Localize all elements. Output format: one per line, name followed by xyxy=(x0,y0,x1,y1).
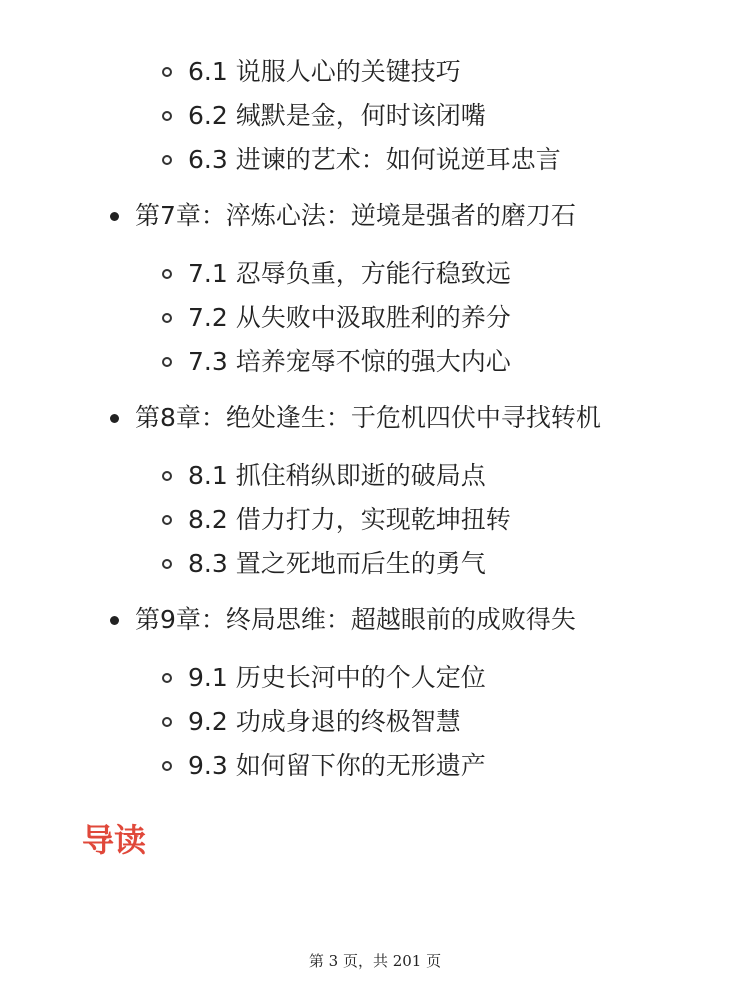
toc-item-text: 7.3 培养宠辱不惊的强大内心 xyxy=(188,347,511,376)
toc-item-text: 8.1 抓住稍纵即逝的破局点 xyxy=(188,461,486,490)
section-heading: 导读 xyxy=(82,821,147,859)
toc-item-text: 9.3 如何留下你的无形遗产 xyxy=(188,751,486,780)
hollow-bullet-icon xyxy=(162,761,172,771)
toc-item-8-1[interactable] xyxy=(162,459,486,493)
toc-item-9-2[interactable] xyxy=(162,705,461,739)
hollow-bullet-icon xyxy=(162,357,172,367)
solid-bullet-icon xyxy=(110,414,119,423)
toc-chapter-text: 第8章：绝处逢生：于危机四伏中寻找转机 xyxy=(135,403,601,432)
hollow-bullet-icon xyxy=(162,717,172,727)
toc-item-text: 9.1 历史长河中的个人定位 xyxy=(188,663,486,692)
toc-chapter-8[interactable] xyxy=(110,401,601,435)
hollow-bullet-icon xyxy=(162,111,172,121)
toc-item-7-1[interactable] xyxy=(162,257,511,291)
toc-item-text: 8.2 借力打力，实现乾坤扭转 xyxy=(188,505,511,534)
hollow-bullet-icon xyxy=(162,313,172,323)
toc-item-6-1[interactable] xyxy=(162,55,461,89)
hollow-bullet-icon xyxy=(162,471,172,481)
toc-item-9-3[interactable] xyxy=(162,749,486,783)
solid-bullet-icon xyxy=(110,212,119,221)
toc-item-text: 6.3 进谏的艺术：如何说逆耳忠言 xyxy=(188,145,561,174)
hollow-bullet-icon xyxy=(162,155,172,165)
toc-item-text: 7.2 从失败中汲取胜利的养分 xyxy=(188,303,511,332)
hollow-bullet-icon xyxy=(162,559,172,569)
toc-item-8-3[interactable] xyxy=(162,547,486,581)
toc-chapter-9[interactable] xyxy=(110,603,576,637)
hollow-bullet-icon xyxy=(162,269,172,279)
toc-chapter-text: 第7章：淬炼心法：逆境是强者的磨刀石 xyxy=(135,201,576,230)
toc-item-text: 7.1 忍辱负重，方能行稳致远 xyxy=(188,259,511,288)
page-footer: 第 3 页，共 201 页 xyxy=(308,952,442,970)
toc-item-text: 9.2 功成身退的终极智慧 xyxy=(188,707,461,736)
solid-bullet-icon xyxy=(110,616,119,625)
hollow-bullet-icon xyxy=(162,67,172,77)
toc-item-text: 6.2 缄默是金，何时该闭嘴 xyxy=(188,101,486,130)
toc-chapter-7[interactable] xyxy=(110,199,576,233)
toc-item-8-2[interactable] xyxy=(162,503,511,537)
toc-chapter-text: 第9章：终局思维：超越眼前的成败得失 xyxy=(135,605,576,634)
toc-item-7-2[interactable] xyxy=(162,301,511,335)
toc-item-text: 6.1 说服人心的关键技巧 xyxy=(188,57,461,86)
toc-item-6-3[interactable] xyxy=(162,143,561,177)
toc-item-9-1[interactable] xyxy=(162,661,486,695)
toc-item-7-3[interactable] xyxy=(162,345,511,379)
toc-item-text: 8.3 置之死地而后生的勇气 xyxy=(188,549,486,578)
toc-item-6-2[interactable] xyxy=(162,99,486,133)
hollow-bullet-icon xyxy=(162,515,172,525)
hollow-bullet-icon xyxy=(162,673,172,683)
